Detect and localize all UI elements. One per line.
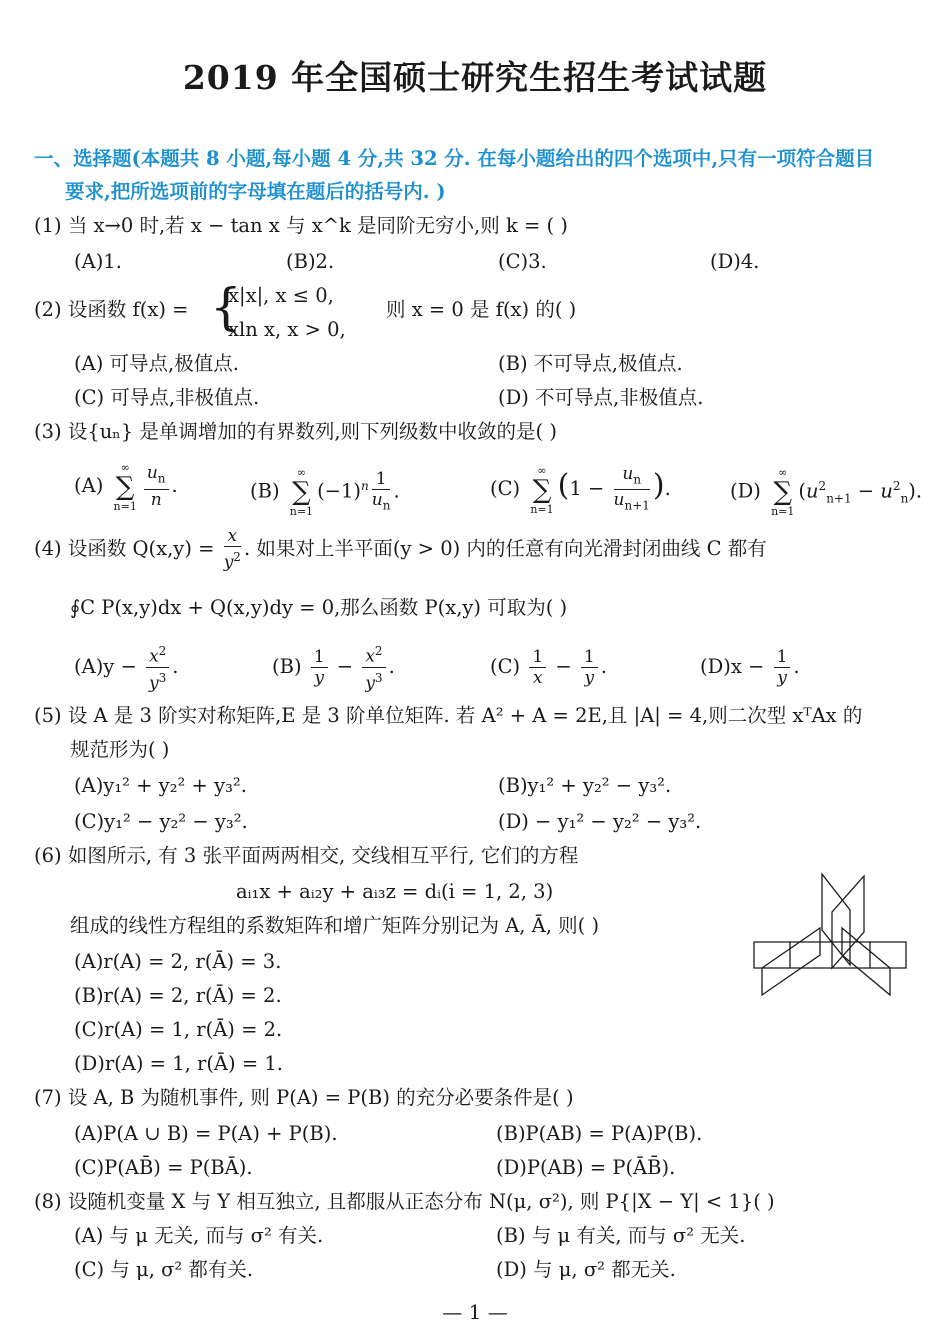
q6-equation: aᵢ₁x + aᵢ₂y + aᵢ₃z = dᵢ(i = 1, 2, 3) (236, 880, 554, 903)
q8-stem: (8) 设随机变量 X 与 Y 相互独立, 且都服从正态分布 N(μ, σ²), 则 P{|X − Y| < 1}( ) (34, 1190, 775, 1213)
q3-option-b: (B) ∞ ∑ n=1 $(-1)^n$ $\frac{1}{u_n}$ . (250, 466, 400, 518)
q2-option-a: (A) 可导点,极值点. (74, 352, 239, 375)
q3-option-d: (D) ∞ ∑ n=1 $(u^2_{n+1} - u^2_n)$. (730, 466, 923, 518)
q5-option-b: (B)y₁² + y₂² − y₃². (498, 774, 672, 797)
q4-option-c: (C) $\frac{1}{x}$ − $\frac{1}{y}$ . (490, 647, 607, 688)
q8-option-d: (D) 与 μ, σ² 都无关. (496, 1258, 676, 1281)
q8-option-c: (C) 与 μ, σ² 都有关. (74, 1258, 254, 1281)
q2-option-c: (C) 可导点,非极值点. (74, 386, 260, 409)
q5-option-c: (C)y₁² − y₂² − y₃². (74, 810, 248, 833)
q6-option-c: (C)r(A) = 1, r(Ā) = 2. (74, 1018, 283, 1041)
page-title: 2019 年全国硕士研究生招生考试试题 (182, 58, 768, 97)
q7-option-c: (C)P(AB̄) = P(BĀ). (74, 1156, 253, 1179)
q7-option-d: (D)P(AB) = P(ĀB̄). (496, 1156, 676, 1179)
q3-stem: (3) 设{uₙ} 是单调增加的有界数列,则下列级数中收敛的是( ) (34, 420, 557, 443)
q4-stem: (4) 设函数 Q(x,y) = $\frac{x}{y^2}$ . 如果对上半平面(y > 0) 内的任意有向光滑封闭曲线 C 都有 (34, 526, 767, 573)
q1-option-d: (D)4. (710, 250, 760, 273)
section-heading (34, 142, 924, 208)
q1-stem: (1) 当 x→0 时,若 x − tan x 与 x^k 是同阶无穷小,则 k = ( ) (34, 214, 568, 237)
q7-option-b: (B)P(AB) = P(A)P(B). (496, 1122, 703, 1145)
q5-option-a: (A)y₁² + y₂² + y₃². (74, 774, 247, 797)
page-number: — 1 — (442, 1300, 508, 1324)
q2-option-b: (B) 不可导点,极值点. (498, 352, 683, 375)
section-heading-line1: 一、选择题(本题共 8 小题,每小题 4 分,共 32 分. 在每小题给出的四个选项中,只有一项符合题目 (34, 147, 875, 170)
q3-option-c: (C) ∞ ∑ n=1 (1 − $\frac{u_n}{u_{n+1}}$ ). (490, 463, 671, 516)
q6-option-b: (B)r(A) = 2, r(Ā) = 2. (74, 984, 282, 1007)
q4-option-a: (A)y − $\frac{x^2}{y^3}$ . (74, 640, 179, 694)
q2-case2: xln x, x > 0, (228, 318, 346, 341)
q6-option-d: (D)r(A) = 1, r(Ā) = 1. (74, 1052, 283, 1075)
q8-option-b: (B) 与 μ 有关, 而与 σ² 无关. (496, 1224, 746, 1247)
q5-stem2: 规范形为( ) (70, 738, 170, 761)
q2-option-d: (D) 不可导点,非极值点. (498, 386, 704, 409)
q3-option-a: (A) ∞ ∑ n=1 $\frac{u_n}{n}$ . (74, 460, 178, 513)
section-heading-line2: 要求,把所选项前的字母填在题后的括号内. ) (65, 180, 446, 203)
q8-option-a: (A) 与 μ 无关, 而与 σ² 有关. (74, 1224, 324, 1247)
q6-stem2: 组成的线性方程组的系数矩阵和增广矩阵分别记为 A, Ā, 则( ) (70, 914, 600, 937)
q4-line2: ∮C P(x,y)dx + Q(x,y)dy = 0,那么函数 P(x,y) 可取为( ) (70, 596, 568, 619)
q2-brace: { (210, 278, 242, 336)
q7-option-a: (A)P(A ∪ B) = P(A) + P(B). (74, 1122, 338, 1145)
q6-option-a: (A)r(A) = 2, r(Ā) = 3. (74, 950, 282, 973)
q1-option-b: (B)2. (286, 250, 335, 273)
q2-case1: x|x|, x ≤ 0, (228, 284, 334, 307)
three-planes-figure (750, 870, 912, 1000)
q2-suffix: 则 x = 0 是 f(x) 的( ) (386, 298, 577, 321)
q1-option-c: (C)3. (498, 250, 547, 273)
q2-prefix: (2) 设函数 f(x) = (34, 298, 189, 321)
q5-stem: (5) 设 A 是 3 阶实对称矩阵,E 是 3 阶单位矩阵. 若 A² + A = 2E,且 |A| = 4,则二次型 xᵀAx 的 (34, 704, 863, 727)
q1-option-a: (A)1. (74, 250, 122, 273)
q4-option-d: (D)x − $\frac{1}{y}$ . (700, 647, 800, 688)
q5-option-d: (D) − y₁² − y₂² − y₃². (498, 810, 702, 833)
q6-stem: (6) 如图所示, 有 3 张平面两两相交, 交线相互平行, 它们的方程 (34, 844, 579, 867)
q4-option-b: (B) $\frac{1}{y}$ − $\frac{x^2}{y^3}$ . (272, 640, 395, 694)
q7-stem: (7) 设 A, B 为随机事件, 则 P(A) = P(B) 的充分必要条件是( ) (34, 1086, 574, 1109)
